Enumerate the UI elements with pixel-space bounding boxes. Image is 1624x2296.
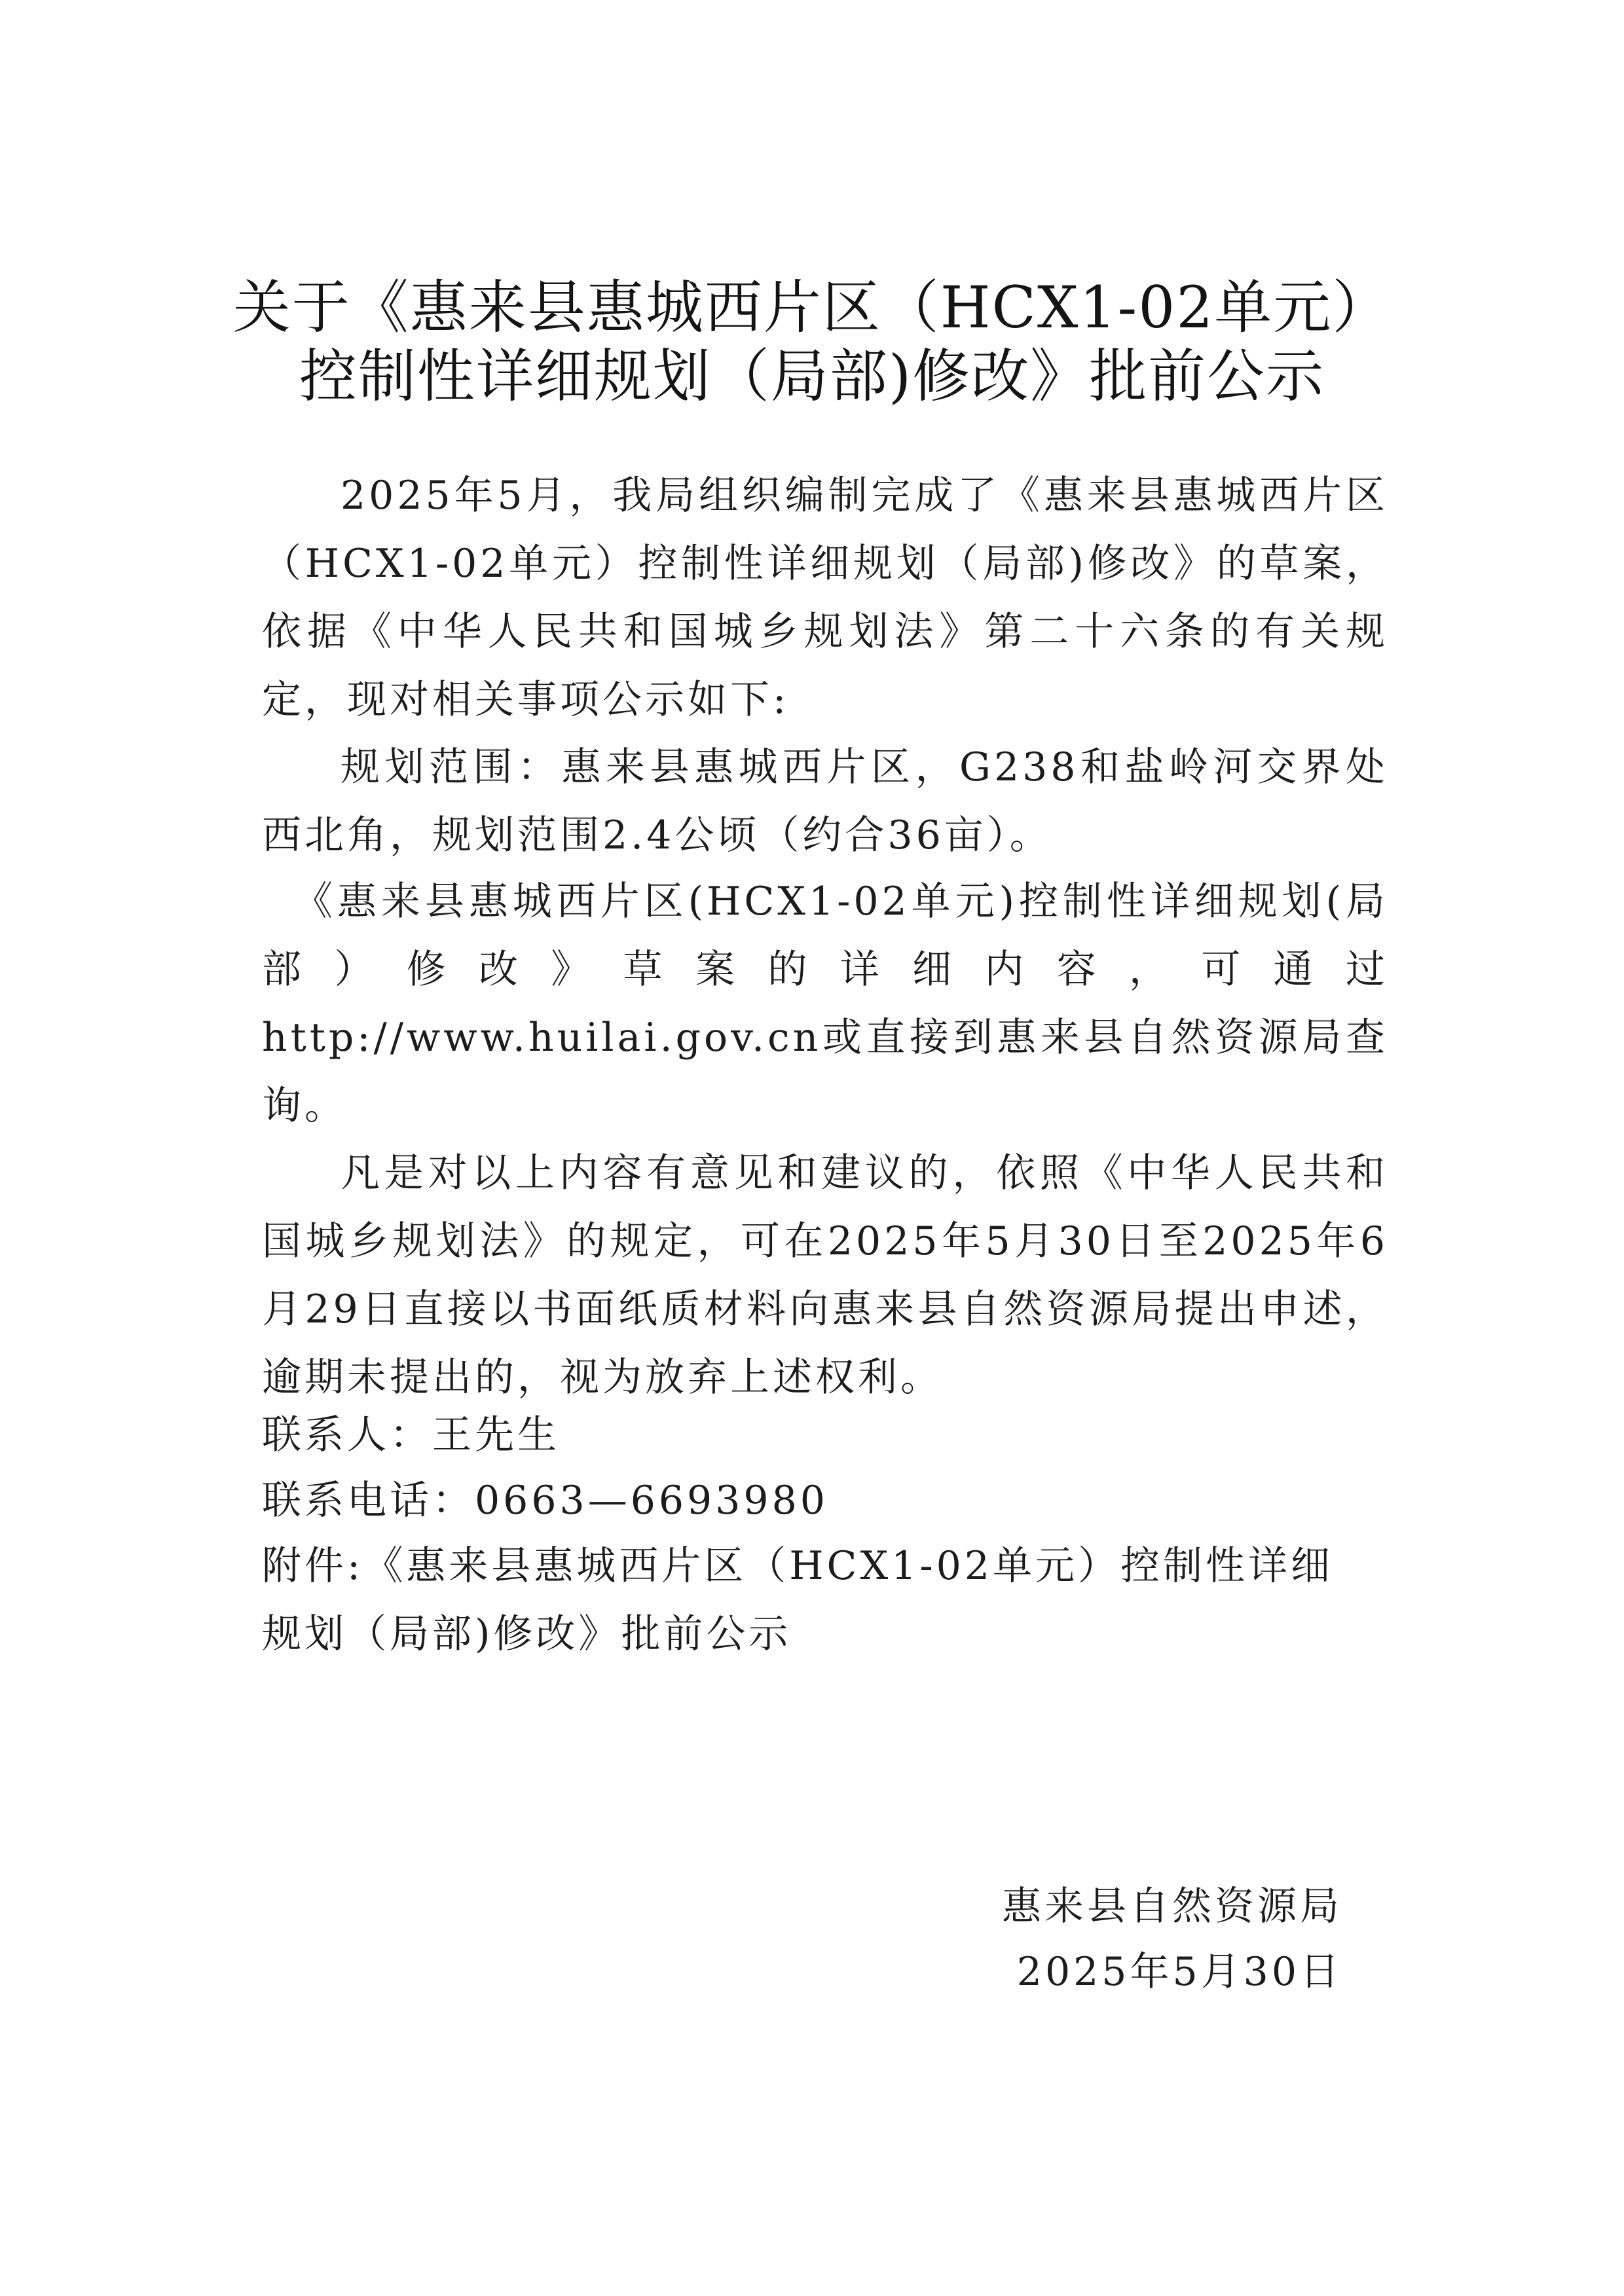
- document-title-line-1: 关于《惠来县惠城西片区（HCX1-02单元）: [232, 274, 1392, 341]
- paragraph-planning-scope: 规划范围：惠来县惠城西片区，G238和盐岭河交界处西北角，规划范围2.4公顷（约合36亩）。: [262, 744, 1388, 858]
- document-title-line-2: 控制性详细规划（局部)修改》批前公示: [299, 342, 1325, 410]
- attachment-note: 附件:《惠来县惠城西片区（HCX1-02单元）控制性详细规划（局部)修改》批前公示: [262, 1543, 1333, 1657]
- paragraph-objection-period: 凡是对以上内容有意见和建议的，依照《中华人民共和国城乡规划法》的规定，可在2025年5月30日至2025年6月29日直接以书面纸质材料向惠来县自然资源局提出申述，逾期未提出的，视为放弃上述权利。: [262, 1150, 1388, 1400]
- contact-person: 联系人：王先生: [262, 1412, 560, 1458]
- signature-date: 2025年5月30日: [1016, 1949, 1342, 1995]
- paragraph-intro: 2025年5月，我局组织编制完成了《惠来县惠城西片区（HCX1-02单元）控制性详细规划（局部)修改》的草案，依据《中华人民共和国城乡规划法》第二十六条的有关规定，现对相关事项公示如下:: [262, 473, 1388, 723]
- contact-phone: 联系电话：0663—6693980: [262, 1478, 828, 1523]
- signature-organization: 惠来县自然资源局: [1002, 1884, 1342, 1929]
- paragraph-draft-details: 《惠来县惠城西片区(HCX1-02单元)控制性详细规划(局部）修改》草案的详细内容，可通过http://www.huilai.gov.cn或直接到惠来县自然资源局查询。: [262, 879, 1388, 1129]
